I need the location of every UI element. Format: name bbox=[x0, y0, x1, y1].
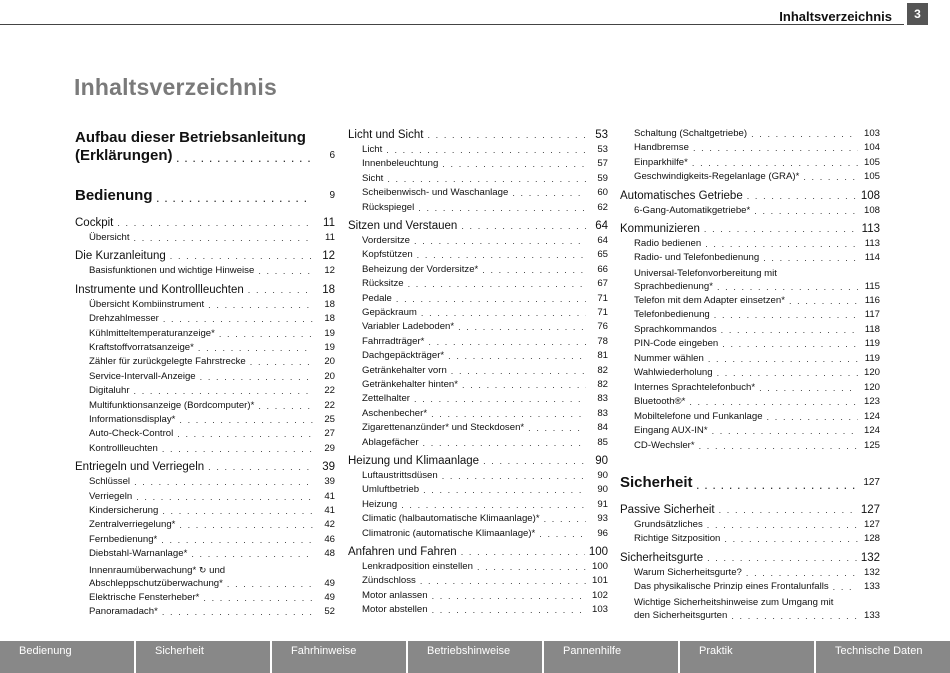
toc-entry[interactable]: Mobiltelefone und Funkanlage . . . 124 bbox=[620, 409, 880, 423]
toc-entry[interactable]: Nummer wählen . . . 119 bbox=[620, 351, 880, 365]
toc-entry[interactable]: Passive Sicherheit . . . 127 bbox=[620, 501, 880, 516]
toc-entry[interactable]: Drehzahlmesser . . . 18 bbox=[75, 311, 335, 325]
toc-entry[interactable]: Multifunktionsanzeige (Bordcomputer)* . . . 22 bbox=[75, 398, 335, 412]
toc-entry[interactable]: Kraftstoffvorratsanzeige* . . . 19 bbox=[75, 340, 335, 354]
toc-entry[interactable]: Climatic (halbautomatische Klimaanlage)* . . . 93 bbox=[348, 511, 608, 525]
toc-entry[interactable]: Fahrradträger* . . . 78 bbox=[348, 334, 608, 348]
toc-entry[interactable]: Kindersicherung . . . 41 bbox=[75, 503, 335, 517]
toc-entry[interactable]: Gepäckraum . . . 71 bbox=[348, 305, 608, 319]
toc-entry[interactable]: Informationsdisplay* . . . 25 bbox=[75, 412, 335, 426]
toc-entry[interactable]: Sitzen und Verstauen . . . 64 bbox=[348, 217, 608, 232]
toc-entry[interactable]: Schlüssel . . . 39 bbox=[75, 474, 335, 488]
toc-entry[interactable]: Entriegeln und Verriegeln . . . 39 bbox=[75, 458, 335, 473]
toc-entry[interactable]: Digitaluhr . . . 22 bbox=[75, 383, 335, 397]
toc-entry[interactable]: Getränkehalter hinten* . . . 82 bbox=[348, 377, 608, 391]
toc-entry[interactable]: Sicht . . . 59 bbox=[348, 171, 608, 185]
toc-entry[interactable]: Zettelhalter . . . 83 bbox=[348, 391, 608, 405]
toc-entry[interactable]: Automatisches Getriebe . . . 108 bbox=[620, 187, 880, 202]
toc-entry[interactable]: Aschenbecher* . . . 83 bbox=[348, 406, 608, 420]
toc-entry[interactable]: Vordersitze . . . 64 bbox=[348, 233, 608, 247]
toc-entry[interactable]: Fernbedienung* . . . 46 bbox=[75, 532, 335, 546]
toc-entry[interactable]: Getränkehalter vorn . . . 82 bbox=[348, 363, 608, 377]
toc-entry[interactable]: Kopfstützen . . . 65 bbox=[348, 247, 608, 261]
toc-entry[interactable]: Schaltung (Schaltgetriebe) . . . 103 bbox=[620, 126, 880, 140]
toc-entry[interactable]: Ablagefächer . . . 85 bbox=[348, 435, 608, 449]
toc-entry[interactable]: Internes Sprachtelefonbuch* . . . 120 bbox=[620, 380, 880, 394]
toc-entry-utv[interactable]: Sprachbedienung* . . . 115 bbox=[620, 279, 880, 293]
toc-entry[interactable]: Zigarettenanzünder* und Steckdosen* . . . 84 bbox=[348, 420, 608, 434]
toc-entry[interactable]: Die Kurzanleitung . . . 12 bbox=[75, 247, 335, 262]
toc-entry[interactable]: Instrumente und Kontrollleuchten . . . 18 bbox=[75, 281, 335, 296]
toc-entry[interactable]: Richtige Sitzposition . . . 128 bbox=[620, 531, 880, 545]
chapter-tabs bbox=[0, 641, 950, 673]
toc-entry-bedienung[interactable]: Bedienung . . . 9 bbox=[75, 185, 335, 205]
toc-entry-utv-line1[interactable]: Universal-Telefonvorbereitung mit bbox=[634, 268, 777, 279]
toc-entry[interactable]: Motor abstellen . . . 103 bbox=[348, 602, 608, 616]
link-symbol-icon: ↻ bbox=[198, 565, 207, 575]
toc-entry[interactable]: Heizung und Klimaanlage . . . 90 bbox=[348, 452, 608, 467]
toc-entry[interactable]: Wahlwiederholung . . . 120 bbox=[620, 365, 880, 379]
toc-entry[interactable]: Heizung . . . 91 bbox=[348, 497, 608, 511]
toc-entry[interactable]: Anfahren und Fahren . . . 100 bbox=[348, 543, 608, 558]
toc-entry[interactable]: Licht . . . 53 bbox=[348, 142, 608, 156]
tab-betriebshinweise[interactable]: Betriebshinweise bbox=[408, 641, 544, 673]
toc-entry[interactable]: Rücksitze . . . 67 bbox=[348, 276, 608, 290]
toc-entry[interactable]: Übersicht Kombiinstrument . . . 18 bbox=[75, 297, 335, 311]
toc-entry[interactable]: Sicherheitsgurte . . . 132 bbox=[620, 549, 880, 564]
toc-entry[interactable]: Verriegeln . . . 41 bbox=[75, 489, 335, 503]
toc-entry[interactable]: Geschwindigkeits-Regelanlage (GRA)* . . . 105 bbox=[620, 169, 880, 183]
tab-praktik[interactable]: Praktik bbox=[680, 641, 816, 673]
toc-entry[interactable]: Climatronic (automatische Klimaanlage)* . . . 96 bbox=[348, 526, 608, 540]
toc-entry[interactable]: Rückspiegel . . . 62 bbox=[348, 200, 608, 214]
toc-entry[interactable]: Eingang AUX-IN* . . . 124 bbox=[620, 423, 880, 437]
toc-entry[interactable]: Innenbeleuchtung . . . 57 bbox=[348, 156, 608, 170]
header-rule bbox=[0, 24, 904, 25]
toc-entry[interactable]: CD-Wechsler* . . . 125 bbox=[620, 438, 880, 452]
toc-entry[interactable]: Das physikalische Prinzip eines Frontalunfalls . . . 133 bbox=[620, 579, 880, 593]
toc-entry[interactable]: PIN-Code eingeben . . . 119 bbox=[620, 336, 880, 350]
toc-entry[interactable]: Zündschloss . . . 101 bbox=[348, 573, 608, 587]
toc-entry[interactable]: Auto-Check-Control . . . 27 bbox=[75, 426, 335, 440]
tab-bedienung[interactable]: Bedienung bbox=[0, 641, 136, 673]
toc-entry[interactable]: Variabler Ladeboden* . . . 76 bbox=[348, 319, 608, 333]
toc-entry[interactable]: Kommunizieren . . . 113 bbox=[620, 220, 880, 235]
toc-entry[interactable]: Diebstahl-Warnanlage* . . . 48 bbox=[75, 546, 335, 560]
toc-entry[interactable]: Service-Intervall-Anzeige . . . 20 bbox=[75, 369, 335, 383]
page-number: 3 bbox=[907, 3, 928, 25]
toc-entry[interactable]: Telefonbedienung . . . 117 bbox=[620, 307, 880, 321]
toc-entry-aufbau[interactable]: (Erklärungen) . . . 6 bbox=[75, 145, 335, 165]
toc-entry[interactable]: Dachgepäckträger* . . . 81 bbox=[348, 348, 608, 362]
toc-entry[interactable]: Telefon mit dem Adapter einsetzen* . . . 116 bbox=[620, 293, 880, 307]
toc-entry[interactable]: 6-Gang-Automatikgetriebe* . . . 108 bbox=[620, 203, 880, 217]
toc-entry[interactable]: Lenkradposition einstellen . . . 100 bbox=[348, 559, 608, 573]
toc-entry[interactable]: Einparkhilfe* . . . 105 bbox=[620, 155, 880, 169]
toc-entry[interactable]: Panoramadach* . . . 52 bbox=[75, 604, 335, 618]
toc-entry[interactable]: Radio- und Telefonbedienung . . . 114 bbox=[620, 250, 880, 264]
toc-entry[interactable]: Handbremse . . . 104 bbox=[620, 140, 880, 154]
toc-entry-aufbau-line1[interactable]: Aufbau dieser Betriebsanleitung bbox=[75, 129, 306, 146]
tab-sicherheit[interactable]: Sicherheit bbox=[136, 641, 272, 673]
toc-entry[interactable]: Grundsätzliches . . . 127 bbox=[620, 517, 880, 531]
toc-entry-wsh[interactable]: den Sicherheitsgurten . . . 133 bbox=[620, 608, 880, 622]
toc-entry-innenraum-line1[interactable]: Innenraumüberwachung* ↻ und bbox=[89, 565, 226, 576]
toc-entry[interactable]: Zentralverriegelung* . . . 42 bbox=[75, 517, 335, 531]
toc-entry[interactable]: Basisfunktionen und wichtige Hinweise . . . 12 bbox=[75, 263, 335, 277]
toc-entry-innenraum[interactable]: Abschleppschutzüberwachung* . . . 49 bbox=[75, 576, 335, 590]
toc-entry[interactable]: Warum Sicherheitsgurte? . . . 132 bbox=[620, 565, 880, 579]
toc-entry[interactable]: Beheizung der Vordersitze* . . . 66 bbox=[348, 262, 608, 276]
toc-entry[interactable]: Umluftbetrieb . . . 90 bbox=[348, 482, 608, 496]
toc-entry[interactable]: Scheibenwisch- und Waschanlage . . . 60 bbox=[348, 185, 608, 199]
toc-entry-wsh-line1[interactable]: Wichtige Sicherheitshinweise zum Umgang mit bbox=[634, 597, 834, 608]
toc-entry[interactable]: Bluetooth®* . . . 123 bbox=[620, 394, 880, 408]
toc-entry-sicherheit[interactable]: Sicherheit . . . 127 bbox=[620, 472, 880, 492]
toc-entry[interactable]: Zähler für zurückgelegte Fahrstrecke . . . 20 bbox=[75, 354, 335, 368]
toc-entry[interactable]: Motor anlassen . . . 102 bbox=[348, 588, 608, 602]
toc-entry[interactable]: Kontrollleuchten . . . 29 bbox=[75, 441, 335, 455]
tab-fahrhinweise[interactable]: Fahrhinweise bbox=[272, 641, 408, 673]
toc-entry[interactable]: Luftaustrittsdüsen . . . 90 bbox=[348, 468, 608, 482]
page-title: Inhaltsverzeichnis bbox=[74, 74, 278, 100]
toc-entry[interactable]: Licht und Sicht . . . 53 bbox=[348, 126, 608, 141]
toc-entry[interactable]: Pedale . . . 71 bbox=[348, 291, 608, 305]
tab-technische-daten[interactable]: Technische Daten bbox=[816, 641, 950, 673]
tab-pannenhilfe[interactable]: Pannenhilfe bbox=[544, 641, 680, 673]
toc-entry[interactable]: Sprachkommandos . . . 118 bbox=[620, 322, 880, 336]
toc-entry[interactable]: Cockpit . . . 11 bbox=[75, 214, 335, 229]
toc-entry[interactable]: Radio bedienen . . . 113 bbox=[620, 236, 880, 250]
toc-entry[interactable]: Übersicht . . . 11 bbox=[75, 230, 335, 244]
toc-entry[interactable]: Elektrische Fensterheber* . . . 49 bbox=[75, 590, 335, 604]
toc-entry[interactable]: Kühlmitteltemperaturanzeige* . . . 19 bbox=[75, 326, 335, 340]
header-title: Inhaltsverzeichnis bbox=[779, 9, 892, 24]
